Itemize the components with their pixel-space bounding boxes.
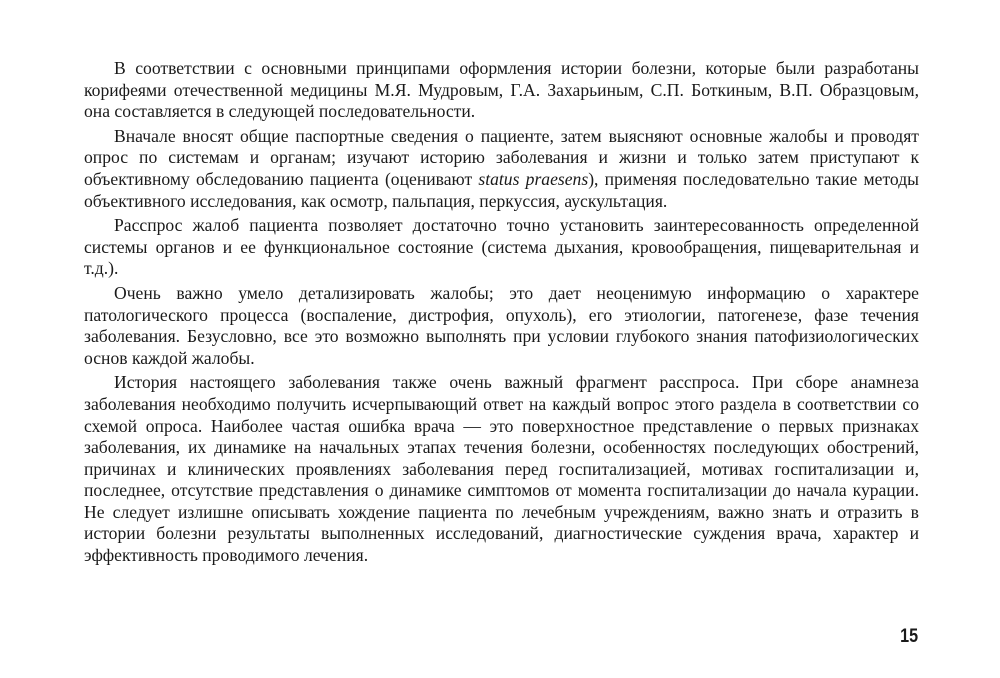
paragraph-2-text-before: Вначале вносят общие паспортные сведения о пациенте, затем выясняют основные жалобы и проводят опрос по системам и органам; изучают историю заболевания и жизни и только затем приступают к объективному обследованию пациента (оценивают — [84, 125, 919, 189]
paragraph-2-text-after: ), применяя последовательно такие методы объективного исследования, как осмотр, пальпация, перкуссия, аускультация. — [84, 168, 919, 211]
page-number: 15 — [900, 626, 918, 647]
paragraph-5: История настоящего заболевания также очень важный фрагмент расспроса. При сборе анамнеза заболевания необходимо получить исчерпывающий ответ на каждый вопрос этого раздела в соответствии со схемой опроса. Наиболее частая ошибка врача — это поверхностное представление о первых признаках заболевания, их динамике на начальных этапах течения болезни, особенностях последующих обострений, причинах и клинических проявлениях заболевания перед госпитализацией, мотивах госпитализации и, последнее, отсутствие представления о динамике симптомов от момента госпитализации до начала курации. Не следует излишне описывать хождение пациента по лечебным учреждениям, важно знать и отразить в истории болезни результаты выполненных исследований, диагностические суждения врача, характер и эффективность проводимого лечения. — [84, 372, 919, 566]
paragraph-3: Расспрос жалоб пациента позволяет достаточно точно установить заинтересованность определенной системы органов и ее функциональное состояние (система дыхания, кровообращения, пищеварительная и т.д.). — [84, 215, 919, 279]
paragraph-2-italic-term: status praesens — [478, 168, 589, 189]
body-text — [84, 58, 919, 570]
paragraph-1: В соответствии с основными принципами оформления истории болезни, которые были разработаны корифеями отечественной медицины М.Я. Мудровым, Г.А. Захарьиным, С.П. Боткиным, В.П. Образцовым, она составляется в следующей последовательности. — [84, 58, 919, 122]
paragraph-4: Очень важно умело детализировать жалобы; это дает неоценимую информацию о характере патологического процесса (воспаление, дистрофия, опухоль), его этиологии, патогенезе, фазе течения заболевания. Безусловно, все это возможно выполнять при условии глубокого знания патофизиологических основ каждой жалобы. — [84, 282, 919, 368]
paragraph-2 — [84, 126, 919, 212]
